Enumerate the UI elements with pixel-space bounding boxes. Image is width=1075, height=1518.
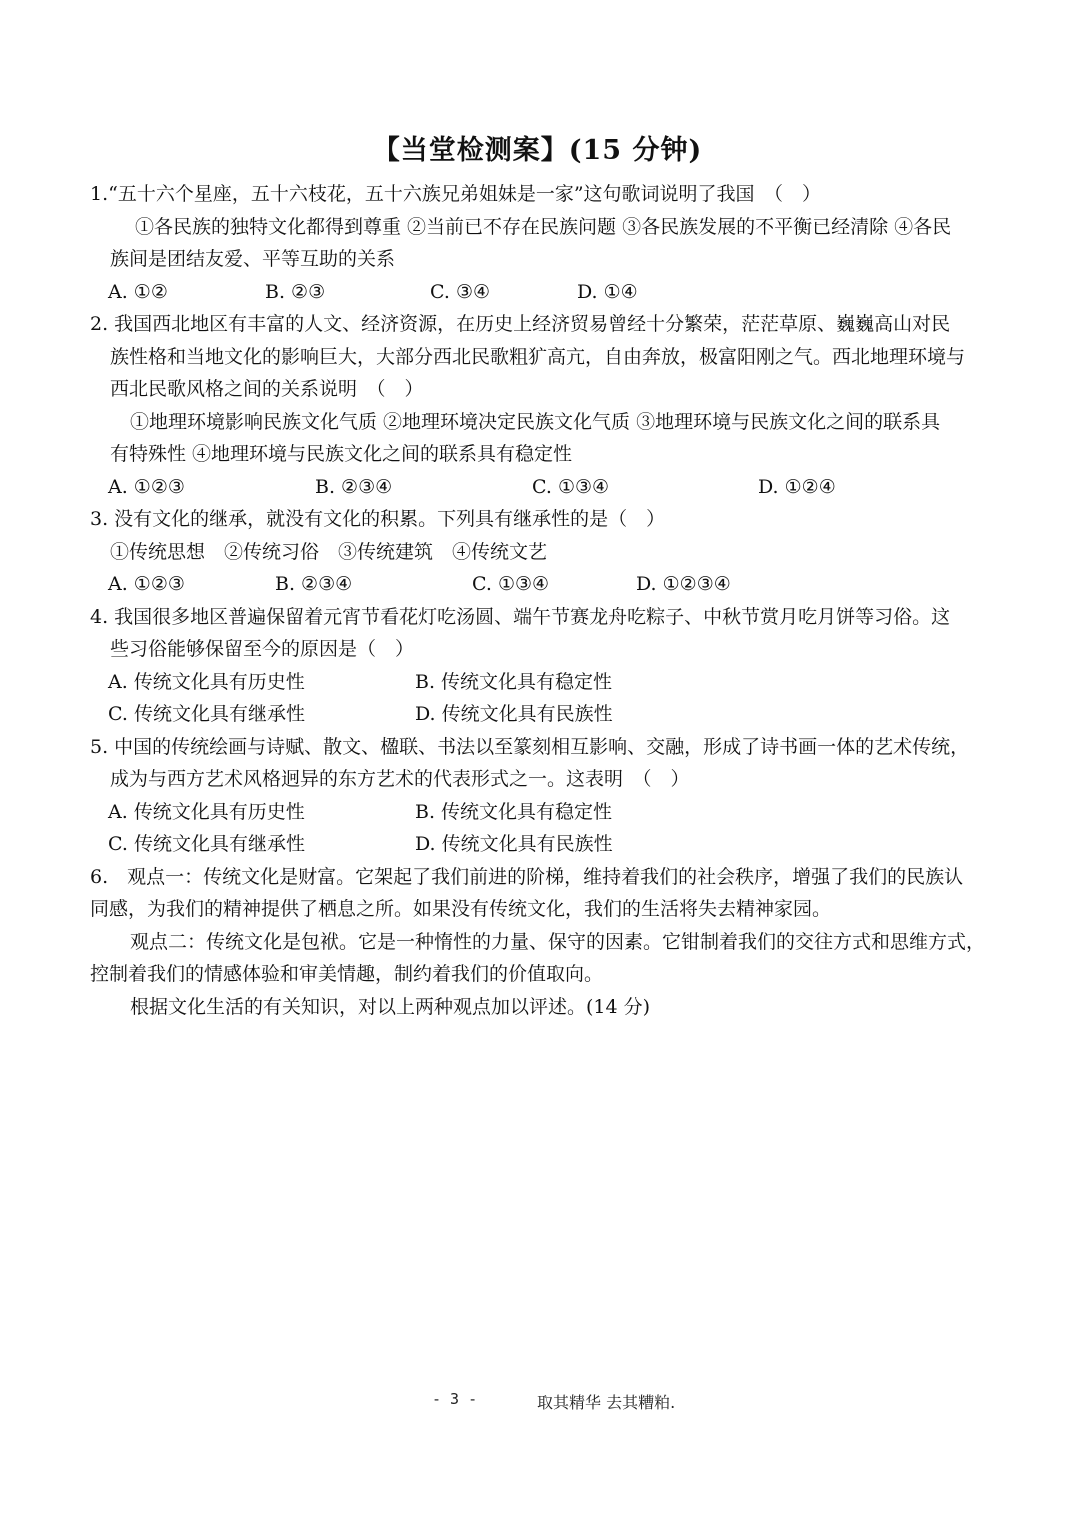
question-2 xyxy=(90,308,1020,503)
option-d[interactable]: D. ①②③④ xyxy=(636,573,731,595)
question-prompt: 根据文化生活的有关知识，对以上两种观点加以评述。(14 分) xyxy=(130,995,651,1018)
question-item: 有特殊性 ④地理环境与民族文化之间的联系具有稳定性 xyxy=(110,443,573,465)
question-paragraph: 6. 观点一：传统文化是财富。它架起了我们前进的阶梯，维持着我们的社会秩序，增强了我们的民族认 xyxy=(90,865,964,888)
option-b[interactable]: B. ②③④ xyxy=(315,475,393,498)
option-c[interactable]: C. 传统文化具有继承性 xyxy=(108,833,305,855)
question-item: ①传统思想 ②传统习俗 ③传统建筑 ④传统文艺 xyxy=(110,540,548,563)
question-item: 族间是团结友爱、平等互助的关系 xyxy=(110,248,396,270)
questions-area xyxy=(90,178,1020,1023)
option-a[interactable]: A. ①② xyxy=(108,280,168,303)
question-paragraph: 观点二：传统文化是包袱。它是一种惰性的力量、保守的因素。它钳制着我们的交往方式和思维方式， xyxy=(130,930,986,953)
footer-motto: 取其精华 去其糟粕. xyxy=(537,1393,676,1412)
option-d[interactable]: D. 传统文化具有民族性 xyxy=(415,703,613,725)
option-b[interactable]: B. 传统文化具有稳定性 xyxy=(415,670,613,693)
option-c[interactable]: C. ③④ xyxy=(430,280,491,303)
question-stem: 些习俗能够保留至今的原因是（ ） xyxy=(110,638,415,660)
option-b[interactable]: B. ②③④ xyxy=(275,573,353,595)
option-a[interactable]: A. ①②③ xyxy=(108,475,185,498)
question-stem: 西北民歌风格之间的关系说明 （ ） xyxy=(110,378,424,400)
options-row xyxy=(90,698,1020,731)
question-stem: 族性格和当地文化的影响巨大，大部分西北民歌粗犷高亢，自由奔放，极富阳刚之气。西北地理环境与 xyxy=(110,345,966,368)
question-5 xyxy=(90,731,1020,861)
options-row xyxy=(90,828,1020,861)
question-1 xyxy=(90,178,1020,308)
option-b[interactable]: B. 传统文化具有稳定性 xyxy=(415,800,613,823)
option-c[interactable]: C. ①③④ xyxy=(472,573,550,595)
question-paragraph: 同感，为我们的精神提供了栖息之所。如果没有传统文化，我们的生活将失去精神家园。 xyxy=(90,898,832,920)
option-c[interactable]: C. 传统文化具有继承性 xyxy=(108,703,305,725)
question-stem: 1.“五十六个星座，五十六枝花，五十六族兄弟姐妹是一家”这句歌词说明了我国 （ ） xyxy=(90,183,822,205)
page-title: 【当堂检测案】(15 分钟) xyxy=(372,135,703,166)
options-row xyxy=(90,568,1020,601)
question-item: ①地理环境影响民族文化气质 ②地理环境决定民族文化气质 ③地理环境与民族文化之间的联系具 xyxy=(130,410,941,433)
question-paragraph: 控制着我们的情感体验和审美情趣，制约着我们的价值取向。 xyxy=(90,963,604,985)
question-3 xyxy=(90,503,1020,601)
question-stem: 5. 中国的传统绘画与诗赋、散文、楹联、书法以至篆刻相互影响、交融，形成了诗书画一体的艺术传统， xyxy=(90,735,970,758)
options-row xyxy=(90,666,1020,699)
option-b[interactable]: B. ②③ xyxy=(265,280,326,303)
question-stem: 2. 我国西北地区有丰富的人文、经济资源，在历史上经济贸易曾经十分繁荣，茫茫草原、巍巍高山对民 xyxy=(90,313,951,335)
options-row xyxy=(90,471,1020,504)
option-d[interactable]: D. ①④ xyxy=(577,280,638,303)
option-a[interactable]: A. ①②③ xyxy=(108,573,185,595)
question-stem: 3. 没有文化的继承，就没有文化的积累。下列具有继承性的是（ ） xyxy=(90,508,666,530)
question-stem: 4. 我国很多地区普遍保留着元宵节看花灯吃汤圆、端午节赛龙舟吃粽子、中秋节赏月吃月饼等习俗。这 xyxy=(90,605,951,628)
question-stem: 成为与西方艺术风格迥异的东方艺术的代表形式之一。这表明 （ ） xyxy=(110,768,690,790)
option-d[interactable]: D. 传统文化具有民族性 xyxy=(415,833,613,855)
options-row xyxy=(90,276,1020,309)
option-c[interactable]: C. ①③④ xyxy=(532,475,610,498)
option-a[interactable]: A. 传统文化具有历史性 xyxy=(108,670,305,693)
question-6 xyxy=(90,861,1020,1024)
question-4 xyxy=(90,601,1020,731)
option-a[interactable]: A. 传统文化具有历史性 xyxy=(108,800,305,823)
question-item: ①各民族的独特文化都得到尊重 ②当前已不存在民族问题 ③各民族发展的不平衡已经清除 ④各民 xyxy=(135,215,952,238)
options-row xyxy=(90,796,1020,829)
option-d[interactable]: D. ①②④ xyxy=(758,475,836,498)
page-number: - 3 - xyxy=(432,1390,478,1408)
